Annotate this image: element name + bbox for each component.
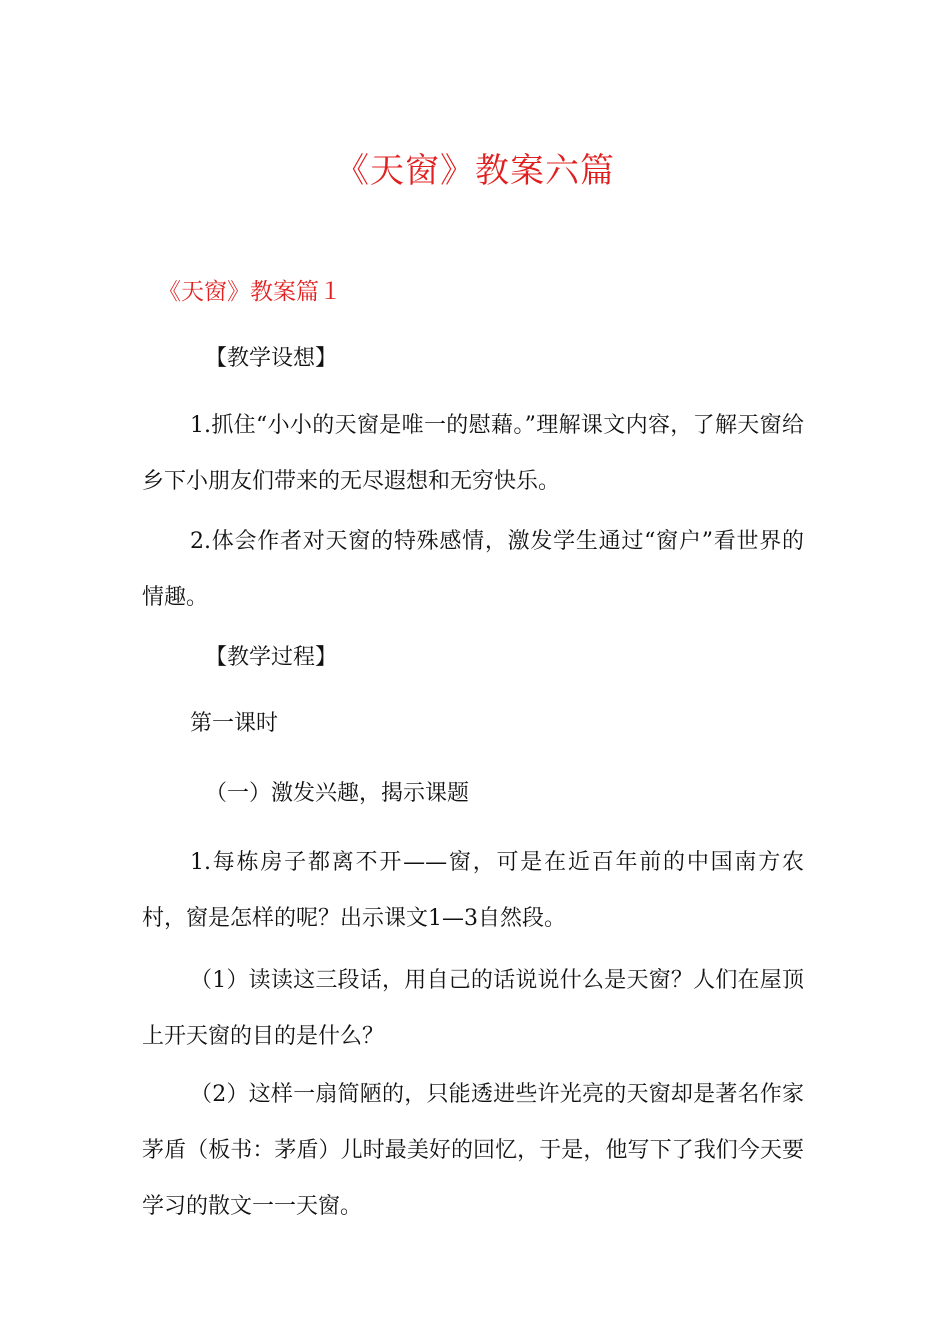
step-item-1: 1.每栋房子都离不开——窗，可是在近百年前的中国南方农村，窗是怎样的呢？出示课文1—3自然段。 — [142, 850, 804, 931]
step-item-3: （2）这样一扇简陋的，只能透进些许光亮的天窗却是著名作家茅盾（板书：茅盾）儿时最美好的回忆，于是，他写下了我们今天要学习的散文一一天窗。 — [142, 1082, 804, 1219]
design-item-2: 2.体会作者对天窗的特殊感情，激发学生通过“窗户”看世界的情趣。 — [142, 529, 804, 610]
process-heading: 【教学过程】 — [205, 645, 338, 670]
lesson-label: 第一课时 — [190, 711, 279, 736]
document-title: 《天窗》教案六篇 — [335, 151, 615, 191]
step-heading: （一）激发兴趣，揭示课题 — [205, 781, 470, 806]
step-item-2: （1）读读这三段话，用自己的话说说什么是天窗？人们在屋顶上开天窗的目的是什么？ — [142, 968, 804, 1049]
design-heading: 【教学设想】 — [205, 346, 338, 371]
design-item-1: 1.抓住“小小的天窗是唯一的慰藉。”理解课文内容，了解天窗给乡下小朋友们带来的无尽遐想和无穷快乐。 — [142, 413, 804, 494]
section-heading: 《天窗》教案篇１ — [158, 279, 342, 305]
